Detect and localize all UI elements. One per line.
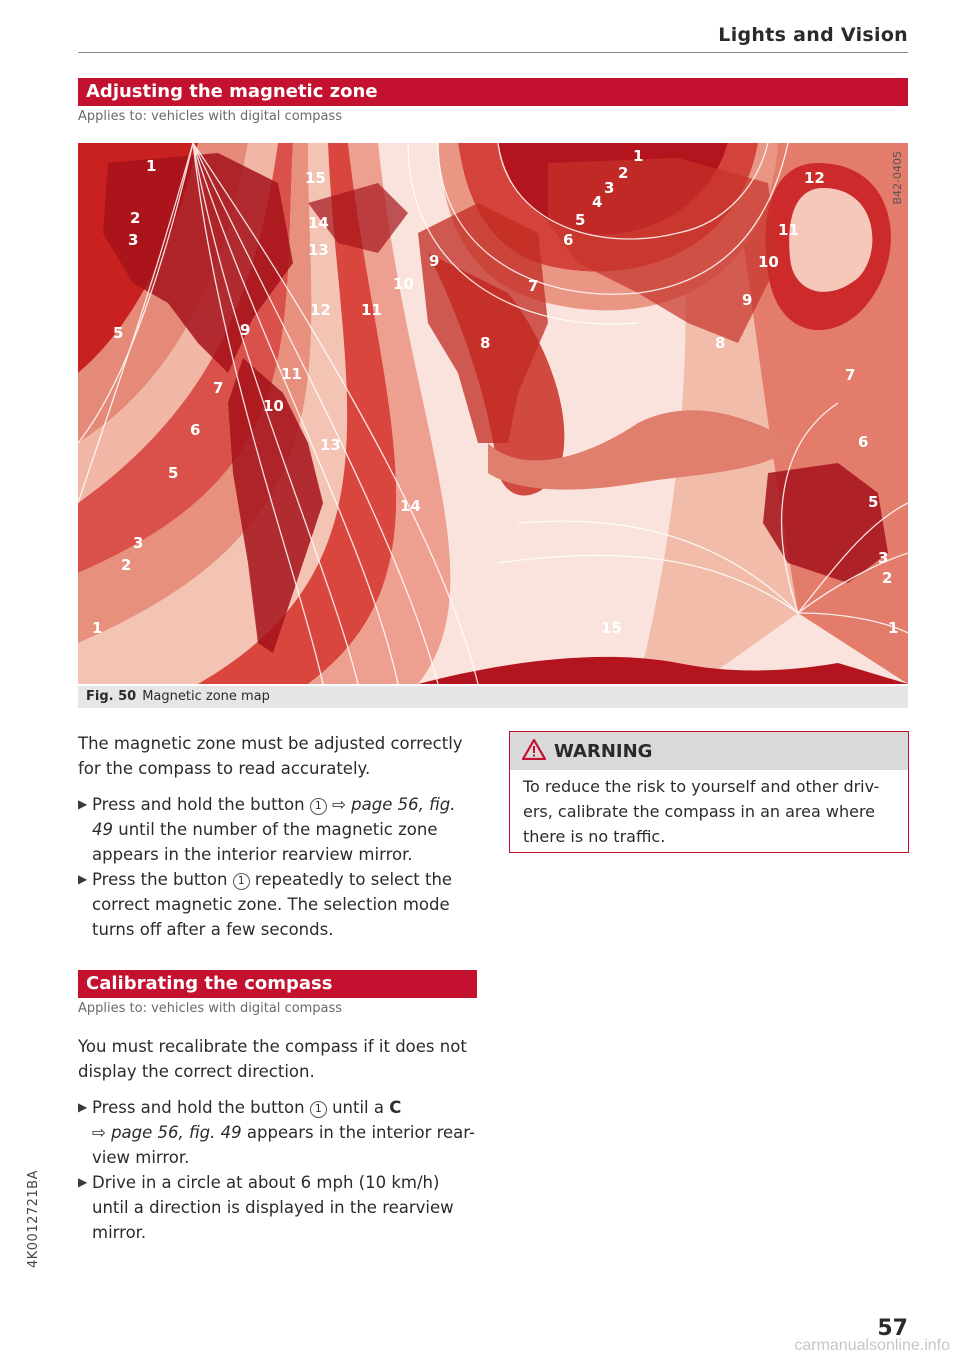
document-code: 4K0012721BA (26, 1170, 41, 1269)
zone-label-10-b: 10 (263, 397, 284, 415)
zone-label-7-b: 7 (528, 277, 539, 295)
button-1-icon: 1 (233, 873, 250, 890)
zone-label-6-c: 6 (858, 433, 869, 451)
bullet-triangle-icon: ▶ (78, 797, 88, 811)
zone-label-1-c: 1 (888, 619, 899, 637)
zone-label-2-c: 2 (618, 164, 629, 182)
zone-label-3: 3 (128, 231, 139, 249)
step-text: appears in the interior rear-view mirror. (92, 1123, 475, 1167)
zone-label-11-b: 11 (281, 365, 302, 383)
button-1-icon: 1 (310, 798, 327, 815)
warning-triangle-icon (522, 735, 546, 775)
zone-label-13-a: 13 (308, 241, 329, 259)
page-reference-link[interactable]: ⇨ page 56, fig. 49 (92, 1123, 242, 1142)
button-1-icon: 1 (310, 1101, 327, 1118)
zone-label-11-c: 11 (778, 221, 799, 239)
zone-label-5-d: 5 (868, 493, 879, 511)
steps-list-2 (78, 1095, 478, 1245)
calibrate-intro-text: You must recalibrate the compass if it does not display the correct direction. (78, 1037, 467, 1081)
zone-label-14-b: 14 (400, 497, 421, 515)
zone-label-10-c: 10 (758, 253, 779, 271)
calibrate-intro-paragraph (78, 1034, 478, 1084)
section-heading-magnetic-zone: Adjusting the magnetic zone (78, 78, 908, 106)
step-text: until the number of the magnetic zone appears in the interior rearview mirror. (92, 820, 438, 864)
page-number: 57 (877, 1316, 908, 1341)
step-text: Drive in a circle at about 6 mph (10 km/h) until a direction is displayed in the rearview mirror. (92, 1173, 454, 1242)
zone-label-7-a: 7 (213, 379, 224, 397)
bullet-triangle-icon: ▶ (78, 872, 88, 886)
magnetic-zone-map (78, 143, 908, 684)
figure-code: B42-0405 (891, 151, 904, 205)
step-text: repeatedly to select the correct magnetic zone. The selection mode turns off after a few seconds. (92, 870, 453, 939)
display-letter: C (389, 1098, 402, 1117)
zone-label-1-b: 1 (92, 619, 103, 637)
bullet-triangle-icon: ▶ (78, 1100, 88, 1114)
zone-label-2-b: 2 (121, 556, 132, 574)
zone-label-6-b: 6 (563, 231, 574, 249)
zone-label-5-b: 5 (168, 464, 179, 482)
warning-title: WARNING (554, 741, 653, 762)
figure-caption (78, 686, 908, 708)
zone-label-6-a: 6 (190, 421, 201, 439)
zone-label-15-a: 15 (305, 169, 326, 187)
zone-label-11-a: 11 (361, 301, 382, 319)
step-text: Press and hold the button (92, 795, 305, 814)
figure-number: Fig. 50 (86, 689, 137, 704)
watermark: carmanualsonline.info (794, 1337, 950, 1354)
applies-note: Applies to: vehicles with digital compass (78, 1001, 343, 1016)
step-text: Press and hold the button (92, 1098, 305, 1117)
zone-label-13-b: 13 (320, 436, 341, 454)
zone-label-9-b: 9 (240, 321, 251, 339)
zone-label-1: 1 (146, 157, 157, 175)
running-header: Lights and Vision (718, 24, 908, 46)
zone-label-10-a: 10 (393, 275, 414, 293)
zone-label-2-d: 2 (882, 569, 893, 587)
step-item (78, 792, 478, 867)
zone-label-4-a: 4 (592, 193, 603, 211)
section-heading-calibrating: Calibrating the compass (78, 970, 477, 998)
zone-label-14-a: 14 (308, 214, 329, 232)
steps-list-1 (78, 792, 478, 942)
intro-paragraph (78, 731, 478, 781)
intro-text: The magnetic zone must be adjusted correctly for the compass to read accurately. (78, 734, 463, 778)
zone-label-3-d: 3 (878, 549, 889, 567)
zone-label-2: 2 (130, 209, 141, 227)
map-graphic (78, 143, 908, 684)
zone-label-3-c: 3 (604, 179, 615, 197)
warning-text: To reduce the risk to yourself and other driv-ers, calibrate the compass in an area where there is no traffic. (523, 777, 880, 846)
zone-label-3-b: 3 (133, 534, 144, 552)
step-item (78, 1095, 478, 1170)
zone-label-9-a: 9 (429, 252, 440, 270)
zone-label-15-b: 15 (601, 619, 622, 637)
zone-label-8-a: 8 (480, 334, 491, 352)
zone-label-12-a: 12 (310, 301, 331, 319)
warning-box (509, 731, 909, 853)
zone-label-5-c: 5 (575, 211, 586, 229)
step-item (78, 1170, 478, 1245)
zone-label-7-c: 7 (845, 366, 856, 384)
applies-note: Applies to: vehicles with digital compass (78, 109, 343, 124)
zone-label-9-c: 9 (742, 291, 753, 309)
zone-label-1-d: 1 (633, 147, 644, 165)
step-text: Press the button (92, 870, 228, 889)
warning-header (510, 732, 908, 770)
figure-caption-text: Magnetic zone map (142, 689, 270, 704)
zone-label-12-b: 12 (804, 169, 825, 187)
bullet-triangle-icon: ▶ (78, 1175, 88, 1189)
step-text: until a (332, 1098, 384, 1117)
page-reference-link[interactable]: ⇨ page 56, fig. 49 (92, 795, 456, 839)
step-item (78, 867, 478, 942)
zone-label-5-a: 5 (113, 324, 124, 342)
zone-label-8-b: 8 (715, 334, 726, 352)
header-divider (78, 52, 908, 53)
